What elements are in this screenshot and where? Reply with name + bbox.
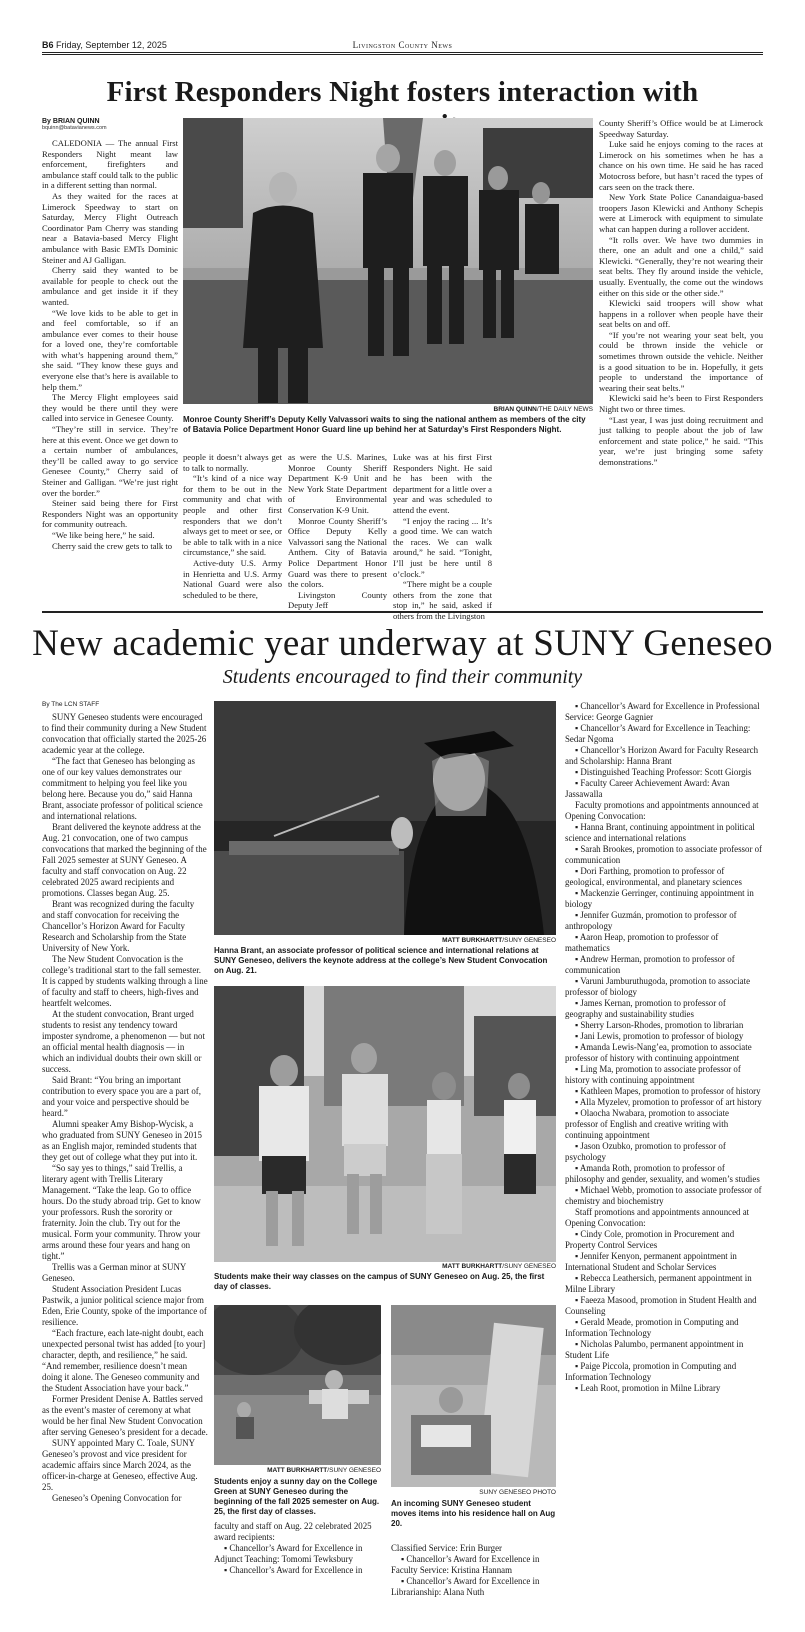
paragraph: “If you’re not wearing your seat belt, you could be thrown inside the vehicle or sometimes thrown outside the vehicle. Neither is a good situation to be in. Hopefully, it gets people to understand the importance of wearing their seat belts.”	[599, 329, 763, 393]
paragraph: Active-duty U.S. Army in Henrietta and U.S. Army National Guard were also scheduled to be there,	[183, 557, 282, 600]
list-item: ▪ Chancellor’s Award for Excellence in Professional Service: George Gagnier	[565, 701, 760, 722]
list-item: ▪ James Kernan, promotion to professor of geography and sustainability studies	[565, 998, 726, 1019]
list-item: ▪ Aaron Heap, promotion to professor of mathematics	[565, 932, 719, 953]
paragraph: Trellis was a German minor at SUNY Geneseo.	[42, 1262, 186, 1283]
paragraph: Former President Denise A. Battles served as the event’s master of ceremony at what would be her final New Student Convocation after serving Geneseo’s president for a decade.	[42, 1394, 208, 1437]
list-item: ▪ Chancellor’s Award for Excellence in Adjunct Teaching: Tomomi Tewksbury	[214, 1543, 363, 1564]
story2-dek: Students encouraged to find their community	[222, 666, 583, 688]
list-item: ▪ Chancellor’s Award for Excellence in Librarianship: Alana Nuth	[391, 1576, 540, 1597]
story1-column-2	[183, 452, 282, 600]
paragraph: New York State Police Canandaigua-based troopers Jason Klewicki and Anthony Schepis were at Limerock with equipment to simulate what can happen during a rollover accident.	[599, 192, 763, 234]
list-item: ▪ Dori Farthing, promotion to professor of geological, environmental, and planetary sciences	[565, 866, 742, 887]
list-item: ▪ Olaocha Nwabara, promotion to associate professor of English and creative writing with continuing appointment	[565, 1108, 729, 1140]
paragraph: Cherry said the crew gets to talk to	[52, 540, 173, 551]
list-item: ▪ Ling Ma, promotion to associate professor of history with continuing appointment	[565, 1064, 741, 1085]
photo-credit-name: MATT BURKHARTT	[442, 937, 503, 944]
list-item: ▪ Chancellor’s Award for Excellence in Teaching: Sedar Ngoma	[565, 723, 751, 744]
list-item: ▪ Michael Webb, promotion to associate professor of chemistry and biochemistry	[565, 1185, 762, 1206]
paragraph: Monroe County Sheriff’s Office Deputy Kelly Valvassori sang the National Anthem. City of Batavia Police Department Honor Guard was there to present the colors.	[288, 515, 387, 590]
list-item: ▪ Amanda Roth, promotion to professor of philosophy and gender, sexuality, and women’s studies	[565, 1163, 760, 1184]
photo2-caption: Students make their way classes on the campus of SUNY Geneseo on Aug. 25, the first day of classes.	[214, 1272, 545, 1291]
list-item: ▪ Gerald Meade, promotion in Computing and Information Technology	[565, 1317, 739, 1338]
photo3-credit	[214, 1467, 381, 1474]
photo-credit-org: /SUNY GENESEO	[502, 937, 556, 944]
header-rule	[42, 52, 763, 56]
paragraph: Cherry said they wanted to be available for people to check out the ambulance and get inside it if they wanted.	[42, 265, 178, 307]
story1-photo-credit	[183, 406, 593, 413]
paragraph: At the student convocation, Brant urged students to resist any tendency toward imposter syndrome, a phenomenon — but not an official mental health diagnosis — in which an individual doubts their own skill or success.	[42, 1009, 205, 1074]
list-item: ▪ Leah Root, promotion in Milne Library	[575, 1383, 721, 1393]
page-number: B6	[42, 40, 54, 50]
photo-credit-name: MATT BURKHARTT	[267, 1467, 328, 1474]
paragraph: “So say yes to things,” said Trellis, a literary agent with Trellis Literary Management. “Take the leap. Go to office hours. Do the study abroad trip. Get to know your professors. Rush the sorority or fraternity. Join the club. Try out for the musical. Form your community. Throw your arms around these four years and hang on tight.”	[42, 1163, 201, 1261]
list-item: ▪ Amanda Lewis-Nang’ea, promotion to associate professor of history with continuing appointment	[565, 1042, 752, 1063]
paragraph: “There might be a couple others from the zone that stop in,” he said, asked if others from the Livingston	[393, 579, 492, 621]
keynote-speaker-photo	[214, 701, 556, 935]
photo-credit-org: /THE DAILY NEWS	[536, 406, 593, 413]
paragraph: “Each fracture, each late-night doubt, each unexpected personal twist has added [to your] character, depth, and resilience,” he said. “And remember, resilience doesn’t mean doing it alone. The Geneseo community and the Student Association have your back.”	[42, 1328, 206, 1393]
paragraph: faculty and staff on Aug. 22 celebrated 2025 award recipients:	[214, 1521, 372, 1542]
story1-byline: By BRIAN QUINN	[42, 118, 100, 125]
list-item: ▪ Kathleen Mapes, promotion to professor of history	[575, 1086, 761, 1096]
photo1-credit	[214, 937, 556, 944]
paragraph: Student Association President Lucas Pastwik, a junior political science major from Eden, Erie County, spoke of the importance of resilience.	[42, 1284, 207, 1327]
story1-email: bquinn@batavianews.com	[42, 125, 107, 131]
story2-column-3	[391, 1543, 556, 1598]
list-item: ▪ Jennifer Kenyon, permanent appointment in International Student and Scholar Services	[565, 1251, 737, 1272]
story2-byline: By The LCN STAFF	[42, 701, 100, 708]
college-green-photo	[214, 1305, 381, 1465]
paragraph: “The fact that Geneseo has belonging as one of our key values demonstrates our commitment to helping you feel like you belong here. Because you do,” said Hanna Brant, associate professor of political science and international relations.	[42, 756, 203, 821]
paragraph: “They’re still in service. They’re here at this event. Once we get down to a certain number of ambulances, they’ll be called away to go service Genesee County,” Cherry said of Steiner and Galligan. “We’re just right over the border.”	[42, 424, 178, 498]
photo2-credit	[214, 1263, 556, 1270]
paragraph: Luke was at his first First Responders Night. He said he has been with the department for a little over a year and was scheduled to attend the event.	[393, 452, 492, 515]
list-item: ▪ Varuni Jamburuthugoda, promotion to associate professor of biology	[565, 976, 751, 997]
paragraph: Klewicki said troopers will show what happens in a rollover when people have their seat belts on and off.	[599, 298, 763, 330]
paragraph: Classified Service: Erin Burger	[391, 1543, 502, 1553]
list-item: ▪ Paige Piccola, promotion in Computing and Information Technology	[565, 1361, 737, 1382]
paragraph: Steiner said being there for First Responders Night was an opportunity for community outreach.	[42, 498, 178, 530]
paragraph: people it doesn’t always get to talk to normally.	[183, 452, 282, 473]
photo-credit-name: MATT BURKHARTT	[442, 1263, 503, 1270]
photo3-caption: Students enjoy a sunny day on the College Green at SUNY Geneseo during the beginning of the fall 2025 semester on Aug. 25, the first day of classes.	[214, 1477, 380, 1516]
paragraph: “It rolls over. We have two dummies in there, one an adult and one a child,” said Klewicki. “Generally, they’re not wearing their seat belts. They fly around inside the vehicle, usually. Eventually, the come out the windows either on this side or the other side.”	[599, 234, 763, 298]
move-in-photo	[391, 1305, 556, 1487]
first-responders-photo	[183, 118, 593, 404]
list-item: ▪ Distinguished Teaching Professor: Scott Giorgis	[575, 767, 752, 777]
paragraph: The Mercy Flight employees said they would be there until they were called into service in Genesee County.	[42, 392, 178, 424]
photo4-credit: SUNY GENESEO PHOTO	[479, 1489, 556, 1496]
story2-headline: New academic year underway at SUNY Geneseo	[32, 623, 773, 664]
paragraph: Luke said he enjoys coming to the races at Limerock on his sometimes when he has a chance on his own time. He said he has raced Motocross before, but hasn’t raced the types of cars seen on the track there.	[599, 139, 763, 192]
paragraph: County Sheriff’s Office would be at Limerock Speedway Saturday.	[599, 118, 763, 139]
story1-photo-caption: Monroe County Sheriff’s Deputy Kelly Valvassori waits to sing the national anthem as members of the city of Batavia Police Department Honor Guard line up behind her at Saturday’s First Responders Night.	[183, 415, 586, 434]
photo-credit-name: BRIAN QUINN	[493, 406, 537, 413]
paragraph: Alumni speaker Amy Bishop-Wycisk, a who graduated from SUNY Geneseo in 2015 as an English major, reminded students that they get out of college what they put into it.	[42, 1119, 202, 1162]
story1-column-5	[599, 118, 763, 468]
photo4-caption: An incoming SUNY Geneseo student moves items into his residence hall on Aug 20.	[391, 1499, 556, 1528]
paragraph: “It’s kind of a nice way for them to be out in the community and chat with people and other first responders that we don’t always get to meet or see, or be able to talk with in a nice circumstance,” she said.	[183, 473, 282, 558]
story1-headline: First Responders Night fosters interaction with	[106, 76, 699, 108]
paragraph: as were the U.S. Marines, Monroe County Sheriff Department K-9 Unit and New York State Department of Environmental Conservation K-9 Unit.	[288, 452, 387, 515]
list-item: ▪ Faculty Career Achievement Award: Avan Jassawalla	[565, 778, 730, 799]
list-item: ▪ Nicholas Palumbo, permanent appointment in Student Life	[565, 1339, 744, 1360]
photo-credit-org: /SUNY GENESEO	[327, 1467, 381, 1474]
story2-column-1	[42, 712, 208, 1504]
story1-column-3	[288, 452, 387, 611]
paragraph: Said Brant: “You bring an important contribution to every space you are a part of, and your voice and perspective should be heard.”	[42, 1075, 201, 1118]
list-item: ▪ Sherry Larson-Rhodes, promotion to librarian	[575, 1020, 744, 1030]
paragraph: As they waited for the races at Limerock Speedway to start on Saturday, Mercy Flight Outreach Coordinator Pam Cherry was standing near a Batavia-based Mercy Flight ambulance with Basic EMTs Dominic Steiner and AJ Galligan.	[42, 190, 178, 265]
students-walking-photo	[214, 986, 556, 1262]
photo-credit-org: /SUNY GENESEO	[502, 1263, 556, 1270]
list-item: ▪ Sarah Brookes, promotion to associate professor of communication	[565, 844, 763, 865]
paragraph: CALEDONIA — The annual First Responders Night meant law enforcement, firefighters and ambulance staff could talk to the public in a different setting than normal.	[42, 138, 178, 191]
story2-column-2	[214, 1521, 381, 1576]
list-item: ▪ Rebecca Leathersich, permanent appointment in Milne Library	[565, 1273, 752, 1294]
paragraph: The New Student Convocation is the college’s traditional start to the fall semester. It is capped by students walking through a line of faculty and staff to cheers, high-fives and heartfelt welcomes.	[42, 954, 208, 1008]
list-item: ▪ Chancellor’s Award for Excellence in Faculty Service: Kristina Hannam	[391, 1554, 540, 1575]
paragraph: “Last year, I was just doing recruitment and just talking to people about the job of law enforcement and state police,” he said. “This year, we’re just bringing some safety demonstrations.”	[599, 414, 763, 467]
paragraph: “We love kids to be able to get in and feel comfortable, so if an ambulance ever comes to their house for a loved one, they’re comfortable with what’s happening around them,” she said. “They know these guys and everyone else that’s here is available to help them.”	[42, 307, 178, 392]
list-item: ▪ Chancellor’s Horizon Award for Faculty Research and Scholarship: Hanna Brant	[565, 745, 759, 766]
list-item: ▪ Andrew Herman, promotion to professor of communication	[565, 954, 735, 975]
page-date: Friday, September 12, 2025	[56, 40, 167, 50]
list-item: ▪ Hanna Brant, continuing appointment in political science and international relations	[565, 822, 755, 843]
story2-column-4	[565, 701, 763, 1394]
list-item: ▪ Alla Myzelev, promotion to professor of art history	[575, 1097, 762, 1107]
photo1-caption: Hanna Brant, an associate professor of political science and international relations at SUNY Geneseo, delivers the keynote address at the college’s New Student Convocation on Aug. 21.	[214, 946, 548, 975]
story1-column-1	[42, 138, 178, 551]
story1-column-4	[393, 452, 492, 622]
paragraph: SUNY appointed Mary C. Toale, SUNY Geneseo’s provost and vice president for academic affairs since March 2024, as the officer-in-charge at Geneseo, effective Aug. 25.	[42, 1438, 198, 1492]
paragraph: SUNY Geneseo students were encouraged to find their community during a New Student convocation that officially started the 2025-26 academic year at the college.	[42, 712, 207, 755]
paragraph: Geneseo’s Opening Convocation for	[52, 1493, 182, 1503]
paragraph: Staff promotions and appointments announced at Opening Convocation:	[565, 1207, 750, 1228]
paragraph: “I enjoy the racing ... It’s a good time. We can watch the races. We can walk around,” he said. “Tonight, I’ll just be here until 8 o’clock.”	[393, 515, 492, 579]
story1-byline-block	[42, 118, 178, 131]
list-item: ▪ Jani Lewis, promotion to professor of biology	[575, 1031, 744, 1041]
list-item: ▪ Chancellor’s Award for Excellence in	[224, 1565, 363, 1575]
paragraph: Brant was recognized during the faculty and staff convocation for receiving the Chancellor’s Horizon Award for Faculty Research and Scholarship from the State University of New York.	[42, 899, 195, 953]
paragraph: Klewicki said he’s been to First Responders Night two or three times.	[599, 393, 763, 415]
list-item: ▪ Jason Ozubko, promotion to professor of psychology	[565, 1141, 726, 1162]
list-item: ▪ Faeeza Masood, promotion in Student Health and Counseling	[565, 1295, 757, 1316]
paragraph: Brant delivered the keynote address at the Aug. 21 convocation, one of two campus convocations that marked the beginning of the Fall 2025 semester at SUNY Geneseo. A faculty and staff convocation on Aug. 22 celebrated 2025 award recipients and promotions. Classes began Aug. 25.	[42, 822, 207, 898]
paragraph: Livingston County Deputy Jeff	[288, 589, 387, 611]
paragraph: “We like being here,” he said.	[52, 529, 155, 540]
paragraph: Faculty promotions and appointments announced at Opening Convocation:	[565, 800, 759, 821]
newspaper-name: Livingston County News	[352, 40, 453, 50]
list-item: ▪ Mackenzie Gerringer, continuing appointment in biology	[565, 888, 754, 909]
story-divider	[42, 611, 763, 613]
list-item: ▪ Jennifer Guzmán, promotion to professor of anthropology	[565, 910, 737, 931]
list-item: ▪ Cindy Cole, promotion in Procurement and Property Control Services	[565, 1229, 735, 1250]
